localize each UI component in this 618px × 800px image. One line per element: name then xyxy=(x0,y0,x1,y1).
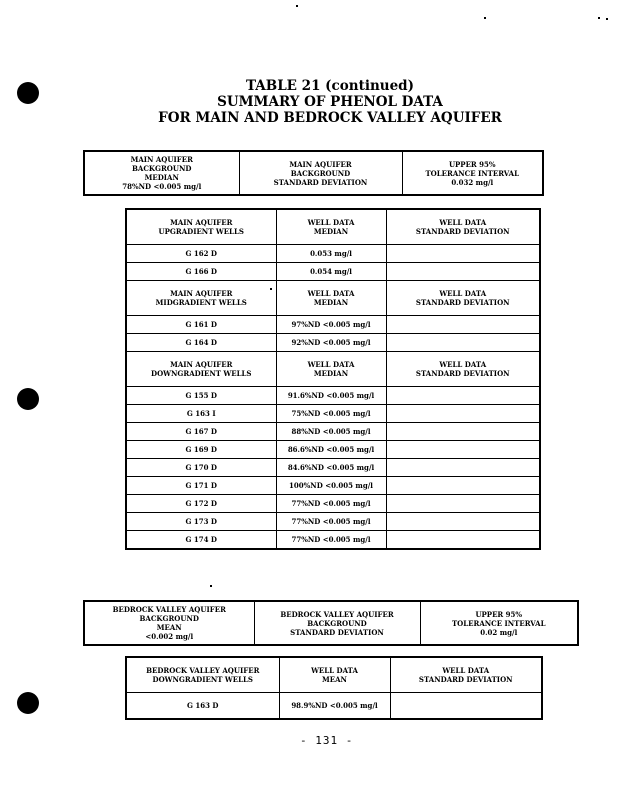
median-header-cell: WELL DATA MEDIAN xyxy=(276,352,386,387)
well-sd-cell xyxy=(386,477,540,495)
well-sd-cell xyxy=(386,316,540,334)
table-row xyxy=(126,245,540,263)
well-median-cell: 77%ND <0.005 mg/l xyxy=(276,513,386,531)
section-header-row xyxy=(126,209,540,245)
section-header-cell: MAIN AQUIFER DOWNGRADIENT WELLS xyxy=(126,352,276,387)
well-median-cell: 91.6%ND <0.005 mg/l xyxy=(276,387,386,405)
section-header-row xyxy=(126,657,542,693)
well-id-cell: G 161 D xyxy=(126,316,276,334)
binder-hole xyxy=(17,388,39,410)
well-id-cell: G 163 D xyxy=(126,693,279,719)
well-id-cell: G 169 D xyxy=(126,441,276,459)
well-median-cell: 88%ND <0.005 mg/l xyxy=(276,423,386,441)
well-sd-cell xyxy=(390,693,542,719)
sd-header-cell: WELL DATA STANDARD DEVIATION xyxy=(386,209,540,245)
main-background-sd-cell: MAIN AQUIFER BACKGROUND STANDARD DEVIATION xyxy=(239,151,402,195)
well-sd-cell xyxy=(386,245,540,263)
well-median-cell: 77%ND <0.005 mg/l xyxy=(276,531,386,550)
well-median-cell: 0.053 mg/l xyxy=(276,245,386,263)
bedrock-background-mean-cell: BEDROCK VALLEY AQUIFER BACKGROUND MEAN <0.002 mg/l xyxy=(84,601,254,645)
table-row xyxy=(126,263,540,281)
well-id-cell: G 170 D xyxy=(126,459,276,477)
section-header-cell: MAIN AQUIFER MIDGRADIENT WELLS xyxy=(126,281,276,316)
table-subtitle-2: FOR MAIN AND BEDROCK VALLEY AQUIFER xyxy=(158,110,502,126)
well-median-cell: 77%ND <0.005 mg/l xyxy=(276,495,386,513)
well-sd-cell xyxy=(386,334,540,352)
well-sd-cell xyxy=(386,495,540,513)
section-header-row xyxy=(126,352,540,387)
well-sd-cell xyxy=(386,423,540,441)
well-mean-cell: 98.9%ND <0.005 mg/l xyxy=(279,693,390,719)
well-sd-cell xyxy=(386,531,540,550)
section-header-cell: MAIN AQUIFER UPGRADIENT WELLS xyxy=(126,209,276,245)
well-sd-cell xyxy=(386,441,540,459)
median-header-cell: WELL DATA MEDIAN xyxy=(276,209,386,245)
well-id-cell: G 163 I xyxy=(126,405,276,423)
well-median-cell: 84.6%ND <0.005 mg/l xyxy=(276,459,386,477)
well-id-cell: G 162 D xyxy=(126,245,276,263)
main-tolerance-interval-cell: UPPER 95% TOLERANCE INTERVAL 0.032 mg/l xyxy=(402,151,543,195)
table-row xyxy=(126,693,542,719)
well-id-cell: G 172 D xyxy=(126,495,276,513)
table-row xyxy=(126,405,540,423)
well-median-cell: 75%ND <0.005 mg/l xyxy=(276,405,386,423)
table-row xyxy=(126,423,540,441)
binder-hole xyxy=(17,692,39,714)
table-row xyxy=(126,316,540,334)
sd-header-cell: WELL DATA STANDARD DEVIATION xyxy=(386,352,540,387)
well-median-cell: 97%ND <0.005 mg/l xyxy=(276,316,386,334)
well-id-cell: G 155 D xyxy=(126,387,276,405)
well-median-cell: 92%ND <0.005 mg/l xyxy=(276,334,386,352)
section-header-row xyxy=(126,281,540,316)
well-id-cell: G 167 D xyxy=(126,423,276,441)
main-aquifer-summary-table xyxy=(83,150,544,196)
well-sd-cell xyxy=(386,387,540,405)
bedrock-aquifer-wells-table xyxy=(125,656,543,720)
well-median-cell: 0.054 mg/l xyxy=(276,263,386,281)
mean-header-cell: WELL DATA MEAN xyxy=(279,657,390,693)
bedrock-background-sd-cell: BEDROCK VALLEY AQUIFER BACKGROUND STANDARD DEVIATION xyxy=(254,601,420,645)
table-row xyxy=(126,441,540,459)
table-row xyxy=(126,334,540,352)
well-sd-cell xyxy=(386,513,540,531)
table-row xyxy=(126,531,540,550)
median-header-cell: WELL DATA MEDIAN xyxy=(276,281,386,316)
well-sd-cell xyxy=(386,263,540,281)
sd-header-cell: WELL DATA STANDARD DEVIATION xyxy=(390,657,542,693)
main-background-median-cell: MAIN AQUIFER BACKGROUND MEDIAN 78%ND <0.005 mg/l xyxy=(84,151,239,195)
bedrock-tolerance-interval-cell: UPPER 95% TOLERANCE INTERVAL 0.02 mg/l xyxy=(420,601,578,645)
well-id-cell: G 171 D xyxy=(126,477,276,495)
table-row xyxy=(126,477,540,495)
well-sd-cell xyxy=(386,405,540,423)
well-id-cell: G 166 D xyxy=(126,263,276,281)
page-number: - 131 - xyxy=(300,734,354,747)
table-row xyxy=(126,459,540,477)
sd-header-cell: WELL DATA STANDARD DEVIATION xyxy=(386,281,540,316)
table-subtitle: SUMMARY OF PHENOL DATA xyxy=(217,94,443,110)
section-header-cell: BEDROCK VALLEY AQUIFER DOWNGRADIENT WELLS xyxy=(126,657,279,693)
well-id-cell: G 174 D xyxy=(126,531,276,550)
table-row xyxy=(126,495,540,513)
well-sd-cell xyxy=(386,459,540,477)
bedrock-aquifer-summary-table xyxy=(83,600,579,646)
well-median-cell: 100%ND <0.005 mg/l xyxy=(276,477,386,495)
well-id-cell: G 164 D xyxy=(126,334,276,352)
table-row xyxy=(126,513,540,531)
table-row xyxy=(126,387,540,405)
main-aquifer-wells-table xyxy=(125,208,541,550)
well-median-cell: 86.6%ND <0.005 mg/l xyxy=(276,441,386,459)
table-title: TABLE 21 (continued) xyxy=(246,78,414,94)
well-id-cell: G 173 D xyxy=(126,513,276,531)
